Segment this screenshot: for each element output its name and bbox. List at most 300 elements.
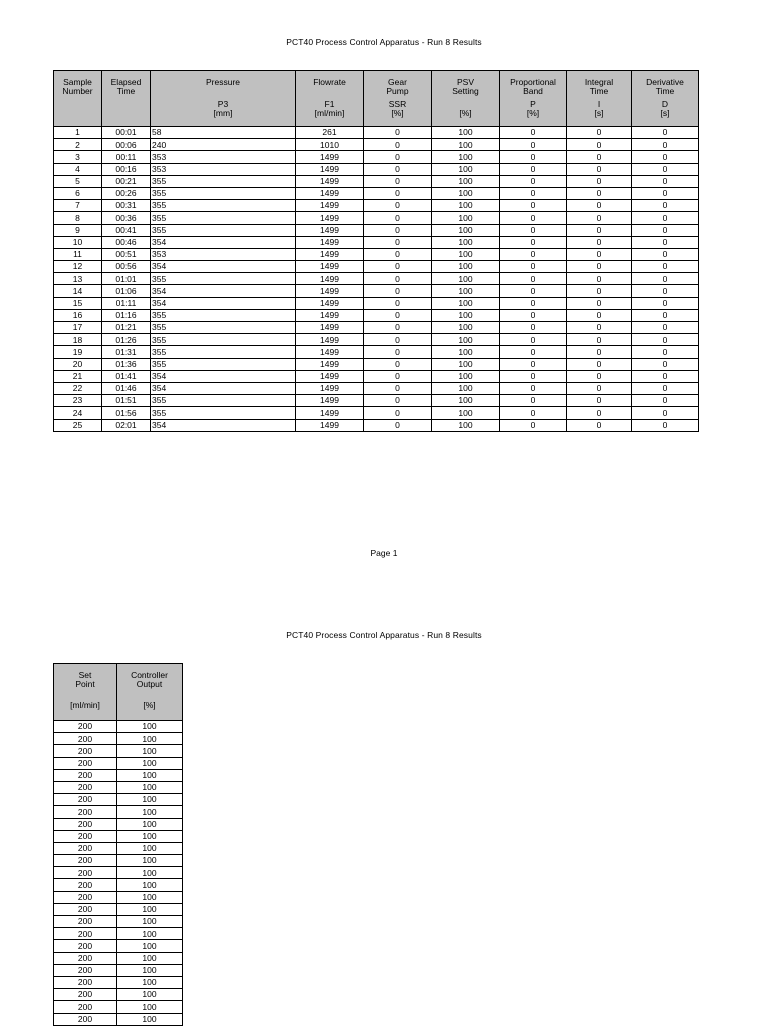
table-cell: 355 [151, 273, 296, 285]
table-cell: 0 [500, 212, 567, 224]
table-cell: 01:26 [102, 334, 151, 346]
table-cell: 0 [567, 382, 632, 394]
table-cell: 200 [54, 1013, 117, 1025]
table-cell: 355 [151, 395, 296, 407]
table-cell: 353 [151, 151, 296, 163]
table-cell: 200 [54, 781, 117, 793]
table-cell: 0 [567, 273, 632, 285]
table-header-row [54, 664, 183, 721]
table-cell: 0 [364, 346, 432, 358]
table-cell: 200 [54, 903, 117, 915]
table-row [54, 261, 699, 273]
table-cell: 00:06 [102, 139, 151, 151]
table-cell: 100 [432, 407, 500, 419]
table-row [54, 370, 699, 382]
table-cell: 0 [567, 370, 632, 382]
table-row [54, 163, 699, 175]
table-cell: 23 [54, 395, 102, 407]
table-cell: 0 [500, 248, 567, 260]
table-cell: 100 [117, 964, 183, 976]
table-cell: 0 [364, 297, 432, 309]
table-cell: 0 [632, 248, 699, 260]
table-cell: 200 [54, 757, 117, 769]
table-row [54, 989, 183, 1001]
table-row [54, 139, 699, 151]
table-row [54, 407, 699, 419]
table-cell: 100 [117, 879, 183, 891]
table-cell: 0 [567, 395, 632, 407]
table-cell: 0 [500, 151, 567, 163]
column-header-symbol: D [661, 99, 669, 109]
table-cell: 355 [151, 224, 296, 236]
table-cell: 0 [364, 273, 432, 285]
page1-title: PCT40 Process Control Apparatus - Run 8 Results [286, 37, 482, 47]
table-cell: 100 [117, 745, 183, 757]
table-cell: 0 [364, 358, 432, 370]
table-cell: 0 [632, 309, 699, 321]
table-cell: 353 [151, 163, 296, 175]
table-cell: 0 [500, 236, 567, 248]
table-cell: 00:56 [102, 261, 151, 273]
table-cell: 1499 [296, 322, 364, 334]
table-row [54, 175, 699, 187]
table-cell: 0 [364, 151, 432, 163]
table-cell: 0 [632, 395, 699, 407]
table-cell: 0 [567, 358, 632, 370]
column-header-unit: [ml/min] [70, 699, 100, 710]
table-cell: 1499 [296, 297, 364, 309]
table-cell: 355 [151, 309, 296, 321]
table-cell: 200 [54, 1001, 117, 1013]
table-cell: 100 [432, 151, 500, 163]
table-cell: 0 [567, 200, 632, 212]
column-header [117, 664, 183, 721]
table-cell: 0 [567, 187, 632, 199]
table-cell: 01:11 [102, 297, 151, 309]
column-header [54, 71, 102, 127]
table-row [54, 236, 699, 248]
table-cell: 100 [432, 358, 500, 370]
table-cell: 100 [117, 842, 183, 854]
table-cell: 100 [117, 916, 183, 928]
table-cell: 100 [432, 261, 500, 273]
table-cell: 01:36 [102, 358, 151, 370]
table-cell: 100 [117, 867, 183, 879]
table-cell: 0 [500, 139, 567, 151]
table-cell: 100 [117, 721, 183, 733]
table-cell: 1 [54, 127, 102, 139]
table-cell: 200 [54, 806, 117, 818]
table-cell: 1499 [296, 419, 364, 431]
table-cell: 0 [567, 139, 632, 151]
table-cell: 100 [432, 175, 500, 187]
table-cell: 01:21 [102, 322, 151, 334]
column-header-label: Flowrate [313, 77, 346, 87]
table-cell: 0 [364, 395, 432, 407]
table-cell: 354 [151, 285, 296, 297]
table-cell: 355 [151, 346, 296, 358]
table-row [54, 952, 183, 964]
table-cell: 0 [632, 139, 699, 151]
table-cell: 1499 [296, 382, 364, 394]
column-header-unit: [s] [660, 107, 670, 118]
table-cell: 0 [567, 407, 632, 419]
table-cell: 1499 [296, 200, 364, 212]
table-cell: 355 [151, 200, 296, 212]
table-cell: 100 [117, 1013, 183, 1025]
table-row [54, 248, 699, 260]
table-cell: 12 [54, 261, 102, 273]
column-header [432, 71, 500, 127]
table-cell: 0 [364, 224, 432, 236]
table-cell: 200 [54, 989, 117, 1001]
table-cell: 00:51 [102, 248, 151, 260]
table-cell: 200 [54, 818, 117, 830]
table-cell: 1499 [296, 224, 364, 236]
table-row [54, 781, 183, 793]
table-cell: 100 [117, 733, 183, 745]
table-cell: 21 [54, 370, 102, 382]
table-cell: 200 [54, 952, 117, 964]
table-cell: 0 [364, 261, 432, 273]
table-row [54, 818, 183, 830]
setpoint-table [53, 663, 183, 1026]
table-row [54, 212, 699, 224]
column-header-label: Set Point [75, 670, 95, 689]
table-cell: 22 [54, 382, 102, 394]
results-table [53, 70, 699, 432]
page-number: Page 1 [370, 548, 398, 558]
table-cell: 1499 [296, 370, 364, 382]
column-header-unit: [s] [594, 107, 604, 118]
column-header-label: Derivative Time [646, 77, 684, 96]
table-cell: 1499 [296, 273, 364, 285]
table-cell: 0 [364, 200, 432, 212]
table-cell: 0 [567, 322, 632, 334]
table-cell: 15 [54, 297, 102, 309]
table-cell: 1499 [296, 346, 364, 358]
table-header-row [54, 71, 699, 127]
table-cell: 100 [432, 139, 500, 151]
table-cell: 00:01 [102, 127, 151, 139]
column-header-unit: [%] [143, 699, 156, 710]
table-cell: 5 [54, 175, 102, 187]
table-cell: 100 [432, 273, 500, 285]
table-cell: 100 [117, 806, 183, 818]
table-cell: 200 [54, 891, 117, 903]
table-cell: 1499 [296, 175, 364, 187]
table-cell: 19 [54, 346, 102, 358]
table-cell: 00:41 [102, 224, 151, 236]
table-row [54, 733, 183, 745]
table-cell: 0 [632, 273, 699, 285]
table-cell: 100 [117, 794, 183, 806]
table-cell: 100 [432, 200, 500, 212]
table-cell: 100 [432, 419, 500, 431]
table-cell: 0 [500, 175, 567, 187]
table-cell: 0 [632, 346, 699, 358]
table-cell: 0 [364, 236, 432, 248]
table-cell: 100 [117, 818, 183, 830]
table-cell: 100 [432, 187, 500, 199]
column-header [296, 71, 364, 127]
table-cell: 0 [500, 358, 567, 370]
table-row [54, 382, 699, 394]
table-cell: 1499 [296, 236, 364, 248]
table-cell: 0 [364, 419, 432, 431]
table-row [54, 419, 699, 431]
table-cell: 100 [117, 976, 183, 988]
table-row [54, 964, 183, 976]
table-cell: 0 [632, 187, 699, 199]
table-cell: 01:46 [102, 382, 151, 394]
table-cell: 0 [567, 163, 632, 175]
column-header [500, 71, 567, 127]
table-cell: 0 [567, 236, 632, 248]
table-cell: 01:01 [102, 273, 151, 285]
column-header-unit: [ml/min] [314, 107, 345, 118]
table-cell: 355 [151, 187, 296, 199]
table-cell: 0 [567, 285, 632, 297]
table-cell: 18 [54, 334, 102, 346]
table-cell: 354 [151, 297, 296, 309]
table-cell: 0 [364, 212, 432, 224]
table-cell: 0 [364, 248, 432, 260]
table-cell: 100 [117, 940, 183, 952]
table-cell: 0 [364, 285, 432, 297]
table-cell: 0 [567, 334, 632, 346]
table-cell: 0 [632, 334, 699, 346]
table-cell: 0 [567, 151, 632, 163]
table-cell: 355 [151, 407, 296, 419]
table-row [54, 297, 699, 309]
table-cell: 0 [567, 297, 632, 309]
table-cell: 100 [432, 334, 500, 346]
table-row [54, 151, 699, 163]
table-cell: 00:26 [102, 187, 151, 199]
table-row [54, 769, 183, 781]
table-cell: 355 [151, 212, 296, 224]
table-cell: 100 [117, 769, 183, 781]
table-cell: 240 [151, 139, 296, 151]
table-cell: 0 [632, 236, 699, 248]
table-cell: 0 [500, 419, 567, 431]
table-cell: 200 [54, 769, 117, 781]
column-header [151, 71, 296, 127]
table-cell: 00:16 [102, 163, 151, 175]
table-body [54, 127, 699, 432]
column-header-label: PSV Setting [452, 77, 479, 96]
column-header [102, 71, 151, 127]
table-row [54, 200, 699, 212]
table-cell: 0 [364, 163, 432, 175]
table-cell: 0 [364, 334, 432, 346]
column-header-label: Pressure [205, 77, 240, 87]
table-cell: 14 [54, 285, 102, 297]
table-row [54, 794, 183, 806]
table-cell: 0 [500, 261, 567, 273]
table-cell: 0 [364, 309, 432, 321]
table-cell: 100 [117, 830, 183, 842]
column-header-unit [54, 109, 101, 118]
table-cell: 0 [632, 212, 699, 224]
table-cell: 200 [54, 745, 117, 757]
table-row [54, 309, 699, 321]
column-header-symbol: F1 [324, 99, 335, 109]
table-cell: 02:01 [102, 419, 151, 431]
table-cell: 0 [567, 346, 632, 358]
table-cell: 1499 [296, 261, 364, 273]
table-row [54, 322, 699, 334]
table-row [54, 273, 699, 285]
table-cell: 100 [432, 395, 500, 407]
table-cell: 1499 [296, 309, 364, 321]
table-cell: 3 [54, 151, 102, 163]
table-cell: 261 [296, 127, 364, 139]
table-cell: 4 [54, 163, 102, 175]
table-cell: 200 [54, 830, 117, 842]
table-cell: 0 [500, 395, 567, 407]
table-cell: 1499 [296, 334, 364, 346]
table-cell: 100 [432, 346, 500, 358]
table-cell: 0 [500, 200, 567, 212]
table-cell: 0 [500, 187, 567, 199]
column-header [364, 71, 432, 127]
table-cell: 100 [432, 224, 500, 236]
table-cell: 0 [632, 407, 699, 419]
column-header-label: Sample Number [62, 77, 93, 96]
table-cell: 1499 [296, 187, 364, 199]
table-cell: 0 [364, 382, 432, 394]
table-row [54, 334, 699, 346]
table-row [54, 187, 699, 199]
table-cell: 355 [151, 334, 296, 346]
table-cell: 17 [54, 322, 102, 334]
table-cell: 1499 [296, 212, 364, 224]
table-cell: 0 [500, 224, 567, 236]
table-cell: 6 [54, 187, 102, 199]
column-header-unit: [mm] [213, 107, 233, 118]
table-cell: 354 [151, 370, 296, 382]
table-cell: 1499 [296, 407, 364, 419]
table-row [54, 285, 699, 297]
table-cell: 20 [54, 358, 102, 370]
table-cell: 100 [117, 891, 183, 903]
table-cell: 0 [567, 419, 632, 431]
table-body [54, 721, 183, 1026]
table-cell: 58 [151, 127, 296, 139]
table-cell: 1499 [296, 248, 364, 260]
table-cell: 0 [567, 309, 632, 321]
table-cell: 100 [117, 1001, 183, 1013]
table-row [54, 745, 183, 757]
table-cell: 0 [632, 297, 699, 309]
table-cell: 0 [500, 322, 567, 334]
table-cell: 1499 [296, 395, 364, 407]
table-cell: 0 [567, 212, 632, 224]
table-cell: 100 [117, 781, 183, 793]
table-cell: 100 [432, 322, 500, 334]
table-cell: 0 [500, 407, 567, 419]
table-cell: 16 [54, 309, 102, 321]
table-cell: 0 [364, 127, 432, 139]
table-cell: 10 [54, 236, 102, 248]
column-header [567, 71, 632, 127]
table-cell: 200 [54, 928, 117, 940]
page2-title: PCT40 Process Control Apparatus - Run 8 Results [286, 630, 482, 640]
table-row [54, 842, 183, 854]
table-row [54, 940, 183, 952]
table-cell: 1499 [296, 163, 364, 175]
table-cell: 0 [632, 285, 699, 297]
table-cell: 0 [364, 175, 432, 187]
table-cell: 200 [54, 964, 117, 976]
column-header-symbol: P [530, 99, 536, 109]
table-cell: 25 [54, 419, 102, 431]
table-cell: 24 [54, 407, 102, 419]
table-cell: 100 [117, 952, 183, 964]
table-cell: 200 [54, 976, 117, 988]
table-cell: 0 [632, 370, 699, 382]
table-row [54, 346, 699, 358]
table-cell: 354 [151, 236, 296, 248]
table-cell: 0 [567, 248, 632, 260]
table-row [54, 830, 183, 842]
column-header-label: Gear Pump [386, 77, 409, 96]
table-cell: 0 [567, 127, 632, 139]
table-cell: 100 [432, 127, 500, 139]
table-cell: 0 [632, 419, 699, 431]
table-cell: 100 [432, 370, 500, 382]
table-cell: 01:41 [102, 370, 151, 382]
table-row [54, 757, 183, 769]
table-cell: 9 [54, 224, 102, 236]
table-row [54, 855, 183, 867]
table-cell: 0 [500, 309, 567, 321]
table-cell: 0 [632, 175, 699, 187]
table-cell: 0 [632, 322, 699, 334]
table-cell: 0 [567, 175, 632, 187]
table-row [54, 806, 183, 818]
table-cell: 0 [500, 334, 567, 346]
table-cell: 0 [364, 407, 432, 419]
table-cell: 100 [432, 297, 500, 309]
table-cell: 0 [364, 322, 432, 334]
table-cell: 0 [500, 273, 567, 285]
table-row [54, 127, 699, 139]
table-cell: 01:51 [102, 395, 151, 407]
table-cell: 1499 [296, 285, 364, 297]
column-header-symbol: P3 [217, 99, 229, 109]
table-cell: 00:46 [102, 236, 151, 248]
table-cell: 355 [151, 175, 296, 187]
table-cell: 1499 [296, 151, 364, 163]
table-cell: 0 [632, 261, 699, 273]
table-cell: 0 [632, 358, 699, 370]
table-cell: 200 [54, 867, 117, 879]
table-cell: 200 [54, 879, 117, 891]
table-cell: 0 [632, 200, 699, 212]
table-cell: 0 [500, 163, 567, 175]
table-cell: 0 [364, 187, 432, 199]
table-cell: 11 [54, 248, 102, 260]
table-cell: 100 [117, 989, 183, 1001]
column-header-symbol: SSR [388, 99, 407, 109]
table-cell: 0 [632, 382, 699, 394]
table-cell: 00:36 [102, 212, 151, 224]
table-cell: 354 [151, 382, 296, 394]
table-cell: 2 [54, 139, 102, 151]
